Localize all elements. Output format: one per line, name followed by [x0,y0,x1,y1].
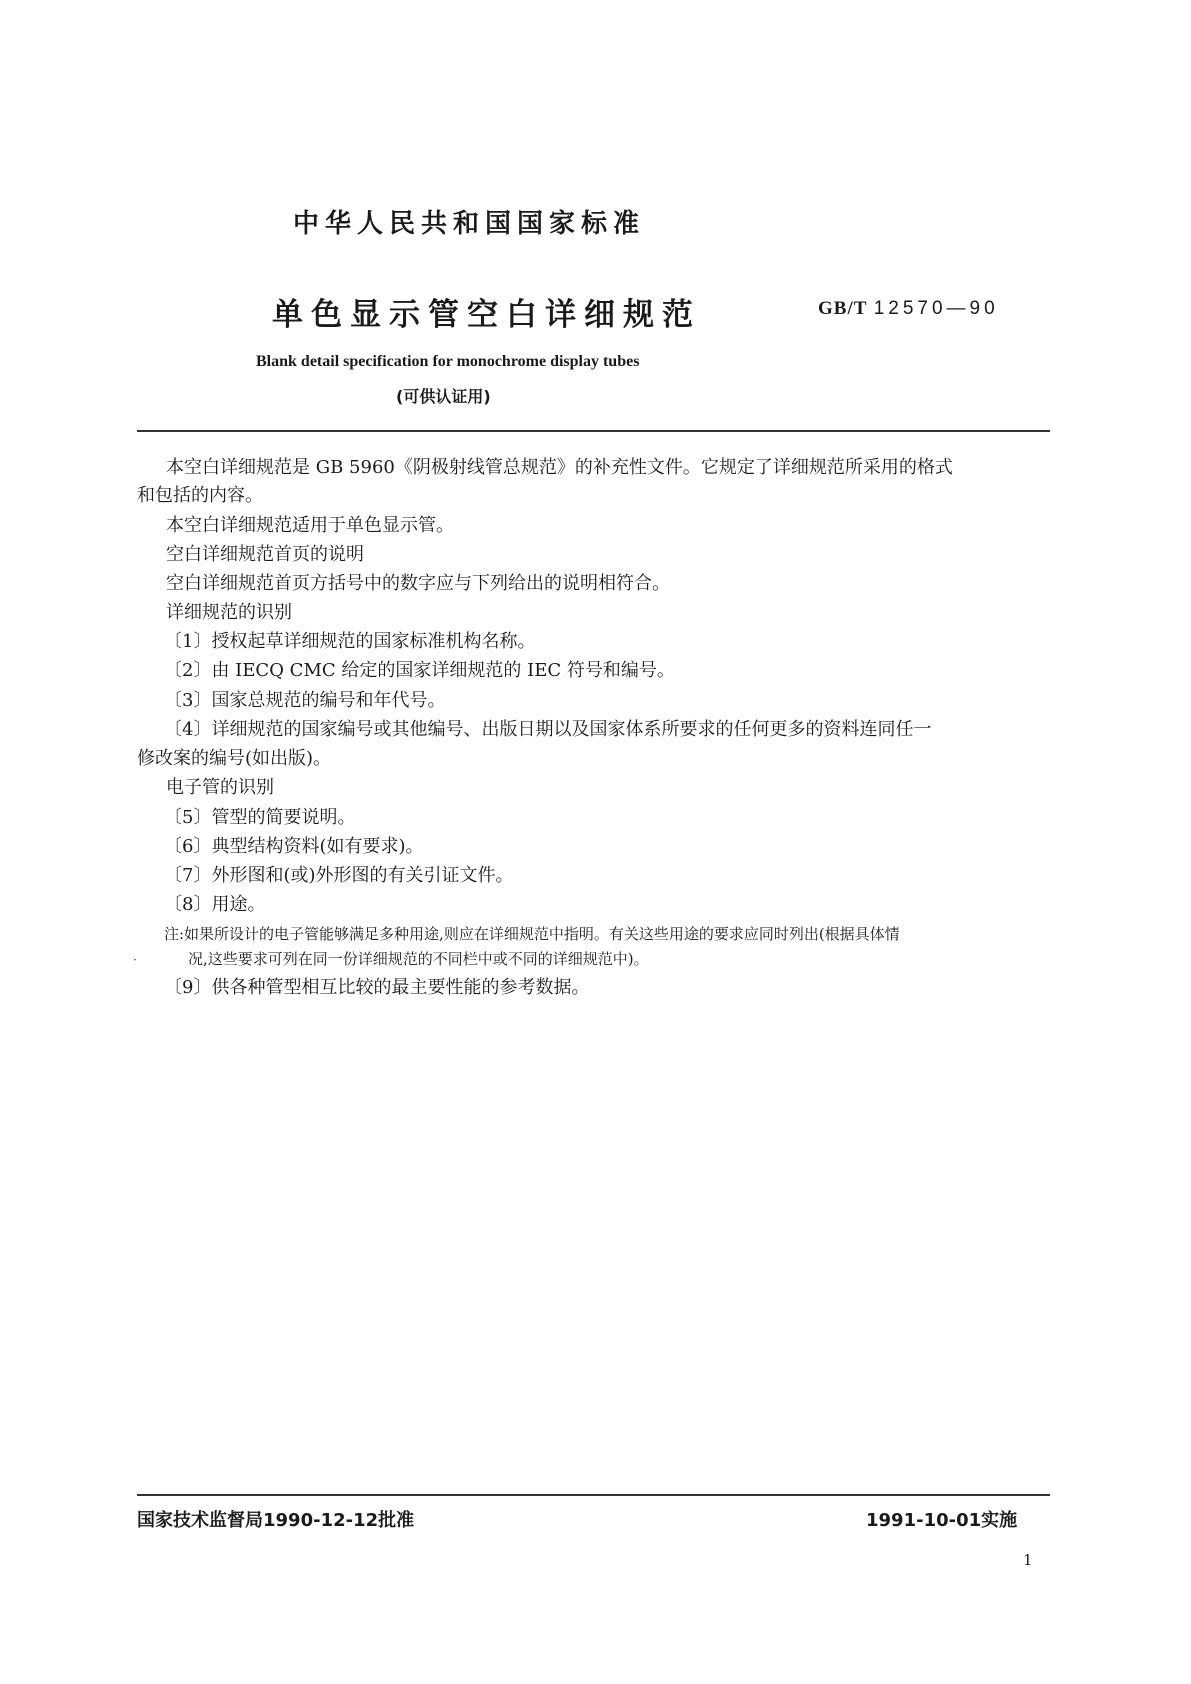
list-item-4-line-1: 〔4〕详细规范的国家编号或其他编号、出版日期以及国家体系所要求的任何更多的资料连同任一 [164,719,932,740]
scan-speck: · [133,953,137,967]
subtitle: (可供认证用) [396,387,491,406]
list-item-4-line-2: 修改案的编号(如出版)。 [137,748,332,769]
paragraph-3: 空白详细规范首页的说明 [166,544,364,565]
list-item-7: 〔7〕外形图和(或)外形图的有关引证文件。 [164,865,514,886]
list-item-6: 〔6〕典型结构资料(如有要求)。 [164,836,424,857]
paragraph-1-line-1: 本空白详细规范是 GB 5960《阴极射线管总规范》的补充性文件。它规定了详细规范所采用的格式 [166,457,953,478]
list-item-1: 〔1〕授权起草详细规范的国家标准机构名称。 [164,631,536,652]
document-title: 单色显示管空白详细规范 [272,297,701,333]
section-heading-tube-identification: 电子管的识别 [166,777,274,798]
section-heading-spec-identification: 详细规范的识别 [166,602,292,623]
footer-divider [137,1494,1050,1496]
standard-number [818,298,999,320]
paragraph-2: 本空白详细规范适用于单色显示管。 [166,515,454,536]
approval-date: 国家技术监督局1990-12-12批准 [137,1510,415,1531]
national-standard-heading: 中华人民共和国国家标准 [293,209,646,239]
standard-code: 12570—90 [873,298,999,319]
note-line-1: 注:如果所设计的电子管能够满足多种用途,则应在详细规范中指明。有关这些用途的要求应同时列出(根据具体情 [164,925,900,943]
list-item-9: 〔9〕供各种管型相互比较的最主要性能的参考数据。 [164,977,590,998]
standard-prefix: GB/T [818,298,868,319]
list-item-3: 〔3〕国家总规范的编号和年代号。 [164,690,446,711]
header-divider [137,430,1050,432]
paragraph-4: 空白详细规范首页方括号中的数字应与下列给出的说明相符合。 [166,573,670,594]
page-number: 1 [1023,1551,1033,1569]
english-title: Blank detail specification for monochrome display tubes [256,353,640,370]
paragraph-1-line-2: 和包括的内容。 [137,485,263,506]
implementation-date: 1991-10-01实施 [866,1510,1018,1531]
note-line-2: 况,这些要求可列在同一份详细规范的不同栏中或不同的详细规范中)。 [188,950,649,968]
list-item-2: 〔2〕由 IECQ CMC 给定的国家详细规范的 IEC 符号和编号。 [164,660,675,681]
list-item-5: 〔5〕管型的简要说明。 [164,807,356,828]
list-item-8: 〔8〕用途。 [164,894,266,915]
